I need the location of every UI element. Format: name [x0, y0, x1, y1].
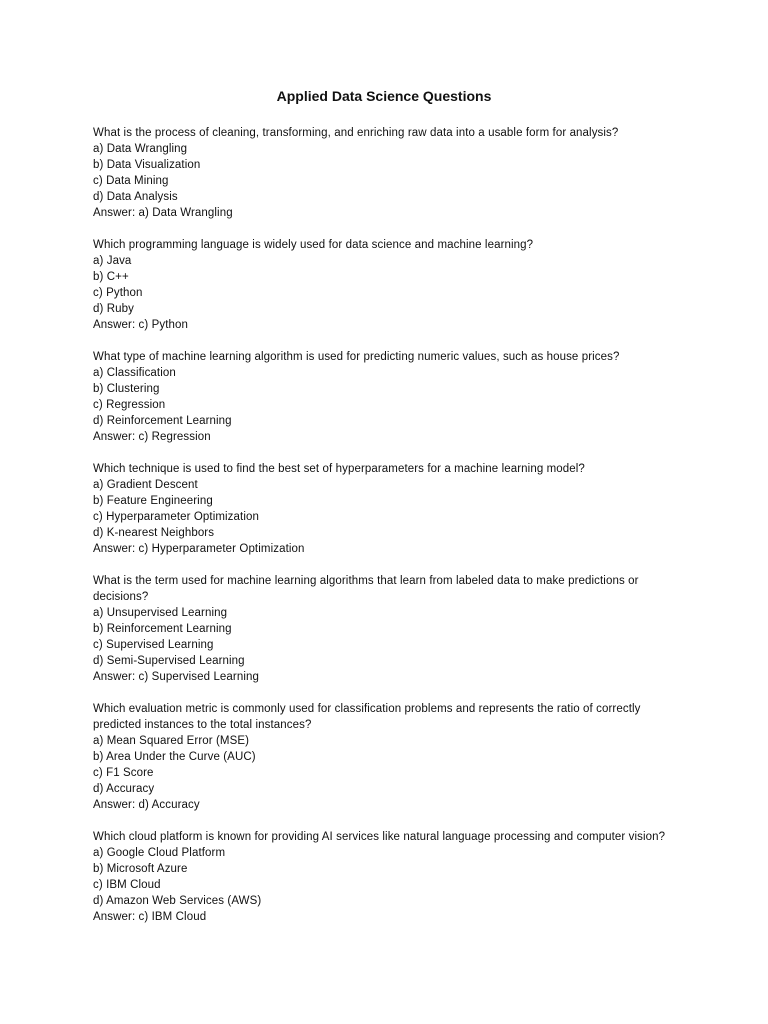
answer-option: a) Unsupervised Learning: [93, 607, 228, 619]
answer-option: b) C++: [93, 271, 129, 283]
correct-answer: Answer: a) Data Wrangling: [93, 207, 233, 219]
answer-option: d) Semi-Supervised Learning: [93, 655, 245, 667]
answer-option: b) Clustering: [93, 383, 160, 395]
question-text: Which evaluation metric is commonly used for classification problems and represents the ratio of correctly: [93, 703, 641, 715]
answer-option: a) Classification: [93, 367, 176, 379]
answer-option: c) Supervised Learning: [93, 639, 214, 651]
answer-option: d) Ruby: [93, 303, 134, 315]
answer-option: d) K-nearest Neighbors: [93, 527, 215, 539]
correct-answer: Answer: c) Python: [93, 319, 189, 331]
question-block: [93, 829, 693, 925]
question-text: Which technique is used to find the best set of hyperparameters for a machine learning model?: [93, 463, 585, 475]
question-block: [93, 349, 693, 445]
question-text: decisions?: [93, 591, 149, 603]
question-block: [93, 573, 693, 685]
question-text: Which programming language is widely used for data science and machine learning?: [93, 239, 534, 251]
answer-option: a) Java: [93, 255, 132, 267]
answer-option: c) Regression: [93, 399, 166, 411]
correct-answer: Answer: c) Regression: [93, 431, 211, 443]
correct-answer: Answer: c) Hyperparameter Optimization: [93, 543, 305, 555]
question-text: What is the process of cleaning, transforming, and enriching raw data into a usable form for analysis?: [93, 127, 619, 139]
answer-option: b) Microsoft Azure: [93, 863, 188, 875]
question-list: [93, 125, 693, 941]
answer-option: c) Python: [93, 287, 143, 299]
question-text: What type of machine learning algorithm is used for predicting numeric values, such as house prices?: [93, 351, 620, 363]
answer-option: d) Data Analysis: [93, 191, 178, 203]
answer-option: b) Feature Engineering: [93, 495, 213, 507]
correct-answer: Answer: c) Supervised Learning: [93, 671, 259, 683]
answer-option: b) Reinforcement Learning: [93, 623, 232, 635]
correct-answer: Answer: c) IBM Cloud: [93, 911, 207, 923]
answer-option: d) Amazon Web Services (AWS): [93, 895, 262, 907]
answer-option: a) Mean Squared Error (MSE): [93, 735, 250, 747]
correct-answer: Answer: d) Accuracy: [93, 799, 200, 811]
answer-option: d) Accuracy: [93, 783, 155, 795]
question-text: What is the term used for machine learning algorithms that learn from labeled data to make predictions or: [93, 575, 639, 587]
question-text: Which cloud platform is known for providing AI services like natural language processing and computer vision?: [93, 831, 666, 843]
document-title: Applied Data Science Questions: [276, 88, 492, 104]
answer-option: b) Data Visualization: [93, 159, 201, 171]
question-text: predicted instances to the total instances?: [93, 719, 312, 731]
answer-option: c) IBM Cloud: [93, 879, 161, 891]
answer-option: c) Hyperparameter Optimization: [93, 511, 259, 523]
answer-option: c) Data Mining: [93, 175, 169, 187]
answer-option: c) F1 Score: [93, 767, 154, 779]
answer-option: a) Data Wrangling: [93, 143, 188, 155]
question-block: [93, 237, 693, 333]
answer-option: d) Reinforcement Learning: [93, 415, 232, 427]
question-block: [93, 701, 693, 813]
answer-option: a) Google Cloud Platform: [93, 847, 226, 859]
answer-option: a) Gradient Descent: [93, 479, 198, 491]
answer-option: b) Area Under the Curve (AUC): [93, 751, 256, 763]
question-block: [93, 461, 693, 557]
question-block: [93, 125, 693, 221]
